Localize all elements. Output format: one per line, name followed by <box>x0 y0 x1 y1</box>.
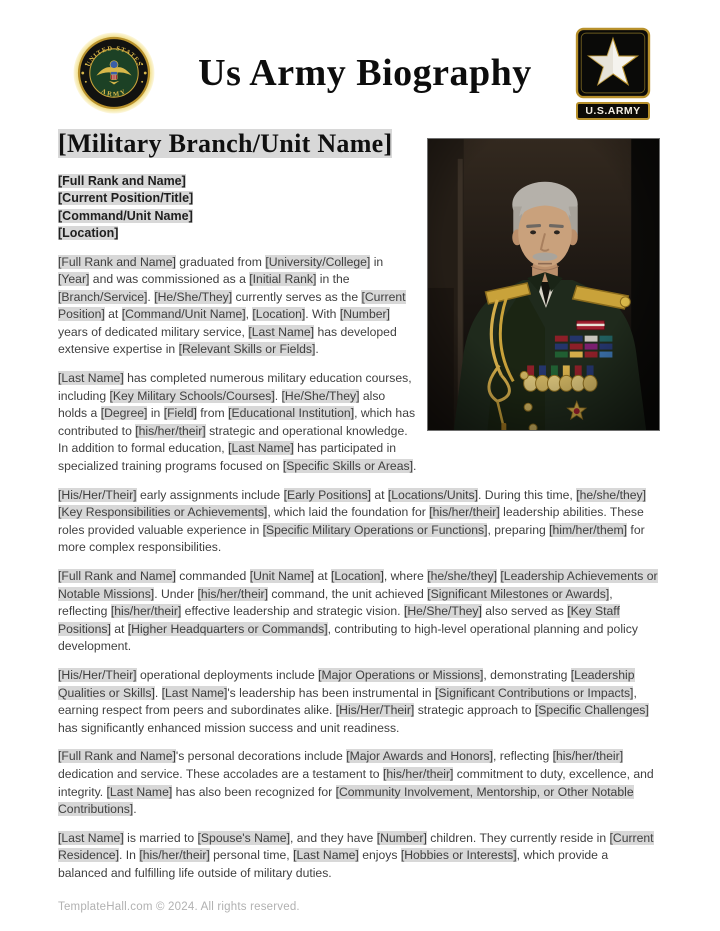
placeholder-highlight: [Last Name] <box>228 441 294 456</box>
placeholder-highlight: [Full Rank and Name] <box>58 173 186 188</box>
placeholder-highlight: [his/her/their] <box>552 749 624 764</box>
placeholder-highlight: [Last Name] <box>58 830 124 845</box>
placeholder-highlight: [Current Position/Title] <box>58 191 194 205</box>
placeholder-highlight: [Full Rank and Name] <box>58 254 176 269</box>
bio-paragraph-decorations: [Full Rank and Name]'s personal decorations include [Major Awards and Honors], reflecting [his/her/their] dedication and service. These accolades are a testament to [his/her/their] commitment to duty, excellence, and integrity. [Last Name] has also been recognized for [Community Involvement, Mentorship, or Other Notable Contributions]. <box>58 749 654 817</box>
placeholder-highlight: [Early Positions] <box>283 487 371 502</box>
unit-name-heading-text <box>58 129 392 158</box>
placeholder-highlight: [Specific Skills or Areas] <box>282 459 413 474</box>
placeholder-highlight: [He/She/They] <box>403 604 482 619</box>
placeholder-highlight: [Year] <box>58 272 90 287</box>
us-army-logo-label: U.S.ARMY <box>576 102 650 120</box>
placeholder-highlight: [Leadership Achievements or Notable Missions] <box>58 569 658 601</box>
placeholder-highlight: [Community Involvement, Mentorship, or Other Notable Contributions] <box>58 784 634 817</box>
placeholder-highlight: [Key Staff Positions] <box>58 604 620 636</box>
placeholder-highlight: [Key Military Schools/Courses] <box>109 388 275 403</box>
placeholder-highlight: [Leadership Qualities or Skills] <box>58 667 635 700</box>
page-title: Us Army Biography <box>198 52 532 94</box>
placeholder-highlight: [Last Name] <box>293 848 359 863</box>
placeholder-highlight: [Current Residence] <box>58 830 654 863</box>
placeholder-highlight: [Locations/Units] <box>387 487 478 502</box>
placeholder-highlight: [Specific Challenges] <box>534 703 649 718</box>
placeholder-highlight: [Significant Contributions or Impacts] <box>434 685 634 700</box>
placeholder-highlight: [he/she/they] <box>576 487 647 502</box>
placeholder-highlight: [Command/Unit Name] <box>58 208 193 223</box>
placeholder-highlight: [Number] <box>339 307 390 322</box>
placeholder-highlight: [Significant Milestones or Awards] <box>427 586 610 601</box>
bio-paragraph-early-assignments: [His/Her/Their] early assignments include [Early Positions] at [Locations/Units]. During this time, [he/she/they] [Key Responsibilities or Achievements], which laid the foundation for [his/her/their] leadership abilities. These roles provided valuable experience in [Specific Military Operations or Functions], preparing [him/her/them] for more complex responsibilities. <box>58 487 647 555</box>
placeholder-highlight: [Educational Institution] <box>228 406 355 421</box>
placeholder-highlight: [His/Her/Their] <box>335 703 415 718</box>
placeholder-highlight: [Location] <box>58 226 119 240</box>
bio-paragraph-personal: [Last Name] is married to [Spouse's Name], and they have [Number] children. They currently reside in [Current Residence]. In [his/her/their] personal time, [Last Name] enjoys [Hobbies or Interests], which provide a balanced and fulfilling life outside of military duties. <box>58 830 654 880</box>
placeholder-highlight: [his/her/their] <box>382 766 454 781</box>
bio-paragraph-deployments: [His/Her/Their] operational deployments include [Major Operations or Missions], demonstrating [Leadership Qualities or Skills]. [Last Name]'s leadership has been instrumental in [Significant Contributions or Impacts], earning respect from peers and subordinates alike. [His/Her/Their] strategic approach to [Specific Challenges] has significantly enhanced mission success and unit readiness. <box>58 667 649 735</box>
placeholder-highlight: [Location] <box>331 569 384 583</box>
placeholder-highlight: [Military Branch/Unit Name] <box>58 129 393 158</box>
placeholder-highlight: [Command/Unit Name] <box>121 307 246 322</box>
placeholder-highlight: [Last Name] <box>106 784 173 799</box>
placeholder-highlight: [Branch/Service] <box>58 289 148 304</box>
placeholder-highlight: [his/her/their] <box>139 848 210 863</box>
placeholder-highlight: [Full Rank and Name] <box>58 749 176 764</box>
placeholder-highlight: [Full Rank and Name] <box>58 569 176 583</box>
bio-paragraph-education: [Last Name] has completed numerous military education courses, including [Key Military Schools/Courses]. [He/She/They] also holds a [Degree] in [Field] from [Educational Institution], which has contributed to [his/her/their] strategic and operational knowledge. In addition to formal education, [Last Name] has participated in specialized training programs focused on [Specific Skills or Areas]. <box>58 371 417 474</box>
seal-bottom-text: ARMY <box>99 87 129 99</box>
seal-top-text: UNITED STATES <box>84 45 144 68</box>
placeholder-highlight: [Hobbies or Interests] <box>400 848 517 863</box>
us-army-seal-icon <box>70 29 158 117</box>
bio-paragraph-command: [Full Rank and Name] commanded [Unit Name] at [Location], where [he/she/they] [Leadership Achievements or Notable Missions]. Under [his/her/their] command, the unit achieved [Significant Milestones or Awards], reflecting [his/her/their] effective leadership and strategic vision. [He/She/They] also served as [Key Staff Positions] at [Higher Headquarters or Commands], contributing to high-level operational planning and policy development. <box>58 569 658 654</box>
placeholder-highlight: [his/her/their] <box>135 423 206 438</box>
placeholder-highlight: [Major Operations or Missions] <box>318 667 484 682</box>
placeholder-highlight: [Last Name] <box>248 324 315 339</box>
placeholder-highlight: [Unit Name] <box>249 569 315 583</box>
placeholder-highlight: [his/her/their] <box>110 604 182 619</box>
placeholder-highlight: [his/her/their] <box>197 586 268 601</box>
portrait-photo <box>427 138 660 431</box>
placeholder-highlight: [He/She/They] <box>154 289 233 304</box>
placeholder-highlight: [Field] <box>163 406 197 421</box>
placeholder-highlight: [he/she/they] <box>427 569 498 583</box>
placeholder-highlight: [Higher Headquarters or Commands] <box>127 621 328 636</box>
placeholder-highlight: [Degree] <box>100 406 148 421</box>
placeholder-highlight: [Specific Military Operations or Functions] <box>262 522 488 537</box>
placeholder-highlight: [him/her/them] <box>549 522 628 537</box>
placeholder-highlight: [Spouse's Name] <box>197 830 290 845</box>
bio-paragraph-career-summary: [Full Rank and Name] graduated from [University/College] in [Year] and was commissioned as a [Initial Rank] in the [Branch/Service]. [He/She/They] currently serves as the [Current Position] at [Command/Unit Name], [Location]. With [Number] years of dedicated military service, [Last Name] has developed extensive expertise in [Relevant Skills or Fields]. <box>58 254 406 357</box>
placeholder-highlight: [His/Her/Their] <box>58 667 137 682</box>
footer <box>58 901 720 913</box>
placeholder-highlight: [Relevant Skills or Fields] <box>178 342 316 357</box>
placeholder-highlight: [Location] <box>252 307 306 322</box>
placeholder-highlight: [Number] <box>376 830 427 845</box>
placeholder-highlight: [He/She/They] <box>281 388 360 403</box>
placeholder-highlight: [Current Position] <box>58 289 406 322</box>
placeholder-highlight: [Last Name] <box>161 685 228 700</box>
placeholder-highlight: [his/her/their] <box>429 505 500 520</box>
placeholder-highlight: [Last Name] <box>58 371 124 386</box>
placeholder-highlight: [Initial Rank] <box>249 272 317 287</box>
biography-content <box>0 128 720 883</box>
placeholder-highlight: [Major Awards and Honors] <box>346 749 494 764</box>
header <box>0 0 720 124</box>
copyright-text: TemplateHall.com © 2024. All rights reserved. <box>58 900 300 913</box>
placeholder-highlight: [Key Responsibilities or Achievements] <box>58 505 268 520</box>
placeholder-highlight: [University/College] <box>265 254 371 269</box>
placeholder-highlight: [His/Her/Their] <box>58 487 137 502</box>
us-army-star-icon <box>572 27 654 120</box>
